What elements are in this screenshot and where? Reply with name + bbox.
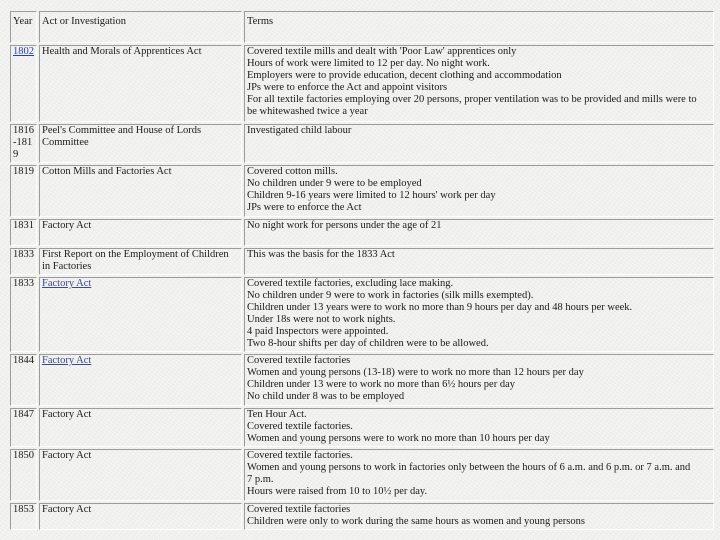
act-text: Factory Act (42, 504, 92, 515)
year-text: 1819 (13, 166, 34, 177)
terms-line: Children under 13 were to work no more than 6½ hours per day (247, 378, 515, 390)
table-row (10, 165, 714, 217)
terms-line: Covered textile factories (247, 504, 351, 515)
terms-line: Covered textile factories, excluding lace making. (247, 278, 454, 289)
terms-line: Women and young persons were to work no more than 10 hours per day (247, 432, 550, 444)
act-text: Factory Act (42, 450, 92, 461)
year-cell (10, 45, 37, 122)
act-cell (39, 248, 242, 275)
terms-line: No child under 8 was to be employed (247, 390, 405, 402)
act-cell (39, 124, 242, 163)
year-cell (10, 354, 37, 406)
year-text: 1833 (13, 249, 34, 260)
act-cell (39, 277, 242, 352)
year-cell (10, 165, 37, 217)
terms-line: Covered textile factories. (247, 450, 353, 461)
year-cell (10, 449, 37, 501)
act-text: First Report on the Employment of Children in Factories (42, 249, 229, 272)
terms-line: JPs were to enforce the Act and appoint visitors (247, 81, 448, 93)
terms-line: Hours of work were limited to 12 per day. No night work. (247, 57, 490, 69)
act-cell (39, 45, 242, 122)
act-link[interactable]: Factory Act (42, 355, 92, 366)
table-row (10, 124, 714, 163)
table-row (10, 408, 714, 447)
year-cell (10, 277, 37, 352)
year-cell (10, 503, 37, 530)
table-row (10, 45, 714, 122)
year-link[interactable]: 1802 (13, 46, 34, 57)
year-text: 1850 (13, 450, 34, 461)
terms-line: Women and young persons to work in factories only between the hours of 6 a.m. and 6 p.m. or 7 a.m. and (247, 461, 691, 473)
terms-line: 4 paid Inspectors were appointed. (247, 325, 389, 337)
terms-cell (244, 354, 714, 406)
act-cell (39, 449, 242, 501)
table-row (10, 219, 714, 246)
act-text: Cotton Mills and Factories Act (42, 166, 172, 177)
terms-line: Covered cotton mills. (247, 166, 338, 177)
terms-cell (244, 219, 714, 246)
table-row (10, 503, 714, 530)
terms-cell (244, 248, 714, 275)
page (8, 9, 714, 532)
terms-cell (244, 165, 714, 217)
table-row (10, 449, 714, 501)
terms-line: Investigated child labour (247, 125, 352, 136)
terms-line: Two 8-hour shifts per day of children were to be allowed. (247, 337, 489, 349)
table-row (10, 354, 714, 406)
terms-cell (244, 45, 714, 122)
year-text: 1831 (13, 220, 34, 231)
year-text: 1853 (13, 504, 34, 515)
act-text: Peel's Committee and House of Lords Committee (42, 125, 202, 148)
header-terms: Terms (244, 11, 714, 43)
terms-line: Ten Hour Act. (247, 409, 307, 420)
year-text: 1833 (13, 278, 34, 289)
year-cell (10, 124, 37, 163)
terms-line: No children under 9 were to work in factories (silk mills exempted). (247, 289, 534, 301)
act-link[interactable]: Factory Act (42, 278, 92, 289)
terms-line: be whitewashed twice a year (247, 105, 368, 117)
terms-line: Employers were to provide education, decent clothing and accommodation (247, 69, 562, 81)
act-text: Factory Act (42, 220, 92, 231)
terms-line: Covered textile factories (247, 355, 351, 366)
factory-acts-table (8, 9, 716, 532)
terms-line: This was the basis for the 1833 Act (247, 249, 395, 260)
terms-line: Hours were raised from 10 to 10½ per day. (247, 485, 428, 497)
year-text: 1816-1819 (13, 125, 34, 160)
terms-line: Under 18s were not to work nights. (247, 313, 396, 325)
terms-line: No night work for persons under the age of 21 (247, 220, 442, 231)
terms-cell (244, 503, 714, 530)
table-row (10, 277, 714, 352)
terms-line: 7 p.m. (247, 473, 274, 485)
terms-line: Women and young persons (13-18) were to work no more than 12 hours per day (247, 366, 584, 378)
act-cell (39, 219, 242, 246)
terms-line: Covered textile factories. (247, 420, 353, 432)
act-text: Health and Morals of Apprentices Act (42, 46, 202, 57)
year-cell (10, 408, 37, 447)
act-cell (39, 165, 242, 217)
header-row (10, 11, 714, 43)
act-cell (39, 408, 242, 447)
terms-line: For all textile factories employing over 20 persons, proper ventilation was to be provided and mills were to (247, 93, 697, 105)
terms-line: Children under 13 years were to work no more than 9 hours per day and 48 hours per week. (247, 301, 633, 313)
year-text: 1847 (13, 409, 34, 420)
terms-line: JPs were to enforce the Act (247, 201, 362, 213)
year-text: 1844 (13, 355, 34, 366)
terms-cell (244, 277, 714, 352)
terms-line: Children were only to work during the same hours as women and young persons (247, 515, 585, 527)
table-row (10, 248, 714, 275)
act-cell (39, 503, 242, 530)
act-cell (39, 354, 242, 406)
act-text: Factory Act (42, 409, 92, 420)
year-cell (10, 219, 37, 246)
header-act: Act or Investigation (39, 11, 242, 43)
terms-cell (244, 124, 714, 163)
terms-line: Children 9-16 years were limited to 12 hours' work per day (247, 189, 496, 201)
terms-cell (244, 449, 714, 501)
terms-cell (244, 408, 714, 447)
terms-line: Covered textile mills and dealt with 'Poor Law' apprentices only (247, 46, 517, 57)
terms-line: No children under 9 were to be employed (247, 177, 422, 189)
year-cell (10, 248, 37, 275)
header-year: Year (10, 11, 37, 43)
